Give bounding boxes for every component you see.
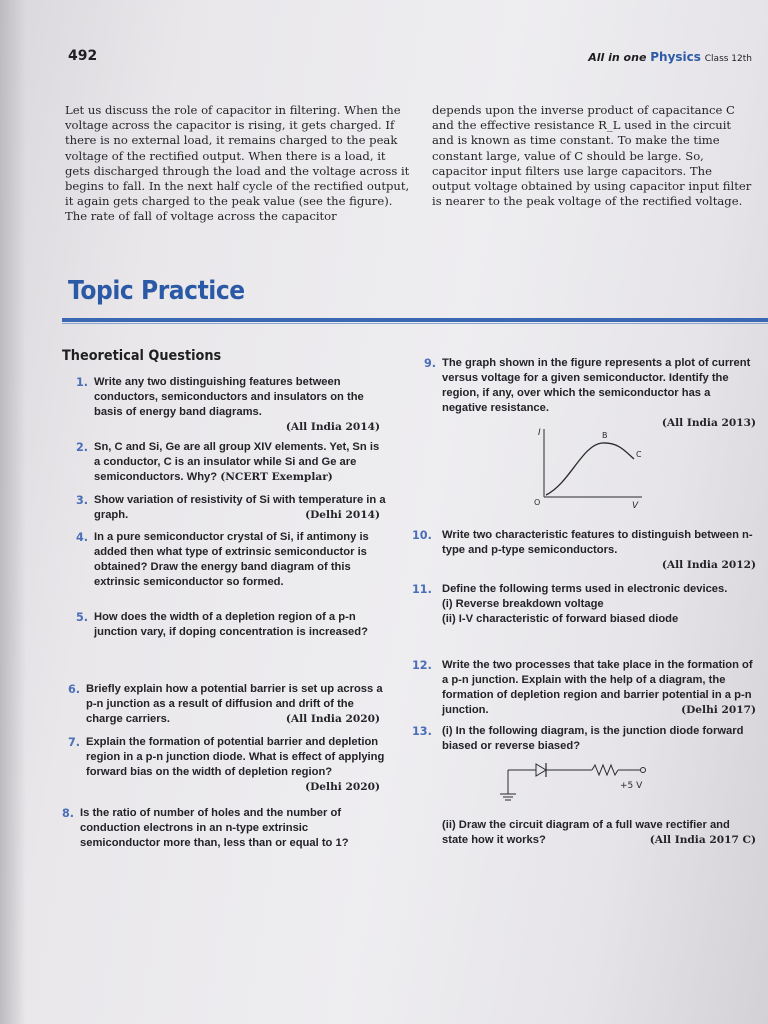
section-heading: Theoretical Questions [62, 348, 222, 364]
question-text: In a pure semiconductor crystal of Si, if antimony is added then what type of extrinsic semiconductor is obtained? Draw the energy band diagram of this extrinsic semiconductor so formed. [94, 531, 369, 588]
question-text: Sn, C and Si, Ge are all group XIV elements. Yet, Sn is a conductor, C is an insulator while Si and Ge are semiconductors. Why? [94, 441, 380, 483]
resistor-icon [592, 765, 618, 775]
question-source: (All India 2012) [661, 559, 756, 571]
question-8 [62, 806, 384, 851]
question-source: (NCERT Exemplar) [220, 471, 333, 483]
question-source: (All India 2013) [661, 417, 756, 429]
question-source: (Delhi 2017) [681, 704, 756, 716]
question-13 [412, 724, 756, 754]
diode-icon [536, 764, 546, 776]
supply-voltage-label: +5 V [620, 781, 643, 791]
question-text: Write two characteristic features to distinguish between n-type and p-type semiconductors. [442, 529, 753, 556]
intro-paragraph-left: Let us discuss the role of capacitor in filtering. When the voltage across the capacitor is rising, it gets charged. If there is no external load, it remains charged to the peak voltage of the rectified output. When there is a load, it gets discharged through the load and the voltage across it begins to fall. In the next half cycle of the rectified output, it again gets charged to the peak value (see the figure). The rate of fall of voltage across the capacitor [65, 103, 410, 224]
question-6 [68, 682, 386, 727]
question-10 [412, 528, 756, 573]
brand-subject: Physics [650, 50, 701, 64]
question-text: How does the width of a depletion region of a p-n junction vary, if doping concentration is increased? [94, 611, 368, 638]
question-number: 5. [76, 611, 89, 624]
topic-title: Topic Practice [68, 276, 245, 306]
question-1 [76, 375, 386, 435]
question-9 [424, 356, 756, 431]
question-text: (ii) Draw the circuit diagram of a full wave rectifier and state how it works? [442, 819, 730, 846]
question-text: Briefly explain how a potential barrier is set up across a p-n junction as a result of diffusion and drift of the charge carriers. [86, 683, 383, 725]
graph-point-c: C [636, 450, 642, 459]
iv-graph-figure [530, 425, 650, 510]
question-number: 3. [76, 494, 89, 507]
question-2 [76, 440, 386, 485]
question-subpart-i: (i) Reverse breakdown voltage [442, 598, 604, 610]
question-number: 6. [68, 683, 81, 696]
question-text: Explain the formation of potential barrier and depletion region in a p-n junction diode. What is effect of applying forward bias on the width of depletion region? [86, 736, 385, 778]
book-brand [588, 50, 752, 64]
question-subpart-ii: (ii) I-V characteristic of forward biased diode [442, 613, 679, 625]
question-11 [412, 582, 756, 627]
question-number: 8. [62, 807, 75, 820]
question-text: Is the ratio of number of holes and the number of conduction electrons in an n-type extrinsic semiconductor more than, less than or equal to 1? [80, 807, 349, 849]
question-text: (i) In the following diagram, is the junction diode forward biased or reverse biased? [442, 725, 744, 752]
topic-divider [62, 318, 768, 322]
question-source: (All India 2014) [285, 421, 380, 433]
question-source: (Delhi 2020) [305, 781, 380, 793]
diode-circuit-figure [496, 758, 666, 808]
question-number: 2. [76, 441, 89, 454]
question-text: Write the two processes that take place in the formation of a p-n junction. Explain with the help of a diagram, the formation of depletion region and barrier potential in a p-n junction. [442, 659, 753, 716]
question-number: 13. [412, 725, 432, 738]
question-source: (Delhi 2014) [305, 509, 380, 521]
question-13-part-ii [412, 818, 756, 848]
question-5 [76, 610, 386, 640]
question-12 [412, 658, 756, 718]
graph-origin-label: O [534, 498, 541, 507]
graph-x-label: V [632, 501, 639, 510]
question-text: Write any two distinguishing features between conductors, semiconductors and insulators on the basis of energy band diagrams. [94, 376, 364, 418]
question-number: 1. [76, 376, 89, 389]
question-source: (All India 2020) [285, 713, 380, 725]
intro-paragraph-right: depends upon the inverse product of capacitance C and the effective resistance R_L used in the circuit and is known as time constant. To make the time constant large, value of C should be large. So, capacitor input filters use large capacitors. The output voltage obtained by using capacitor input filter is nearer to the peak voltage of the rectified voltage. [432, 103, 752, 209]
question-4 [76, 530, 386, 590]
topic-divider-thin [62, 323, 768, 324]
question-number: 10. [412, 529, 432, 542]
graph-y-label: I [538, 428, 541, 438]
question-number: 12. [412, 659, 432, 672]
brand-class: Class 12th [704, 54, 752, 64]
question-number: 9. [424, 357, 437, 370]
terminal-icon [641, 768, 646, 773]
brand-book: All in one [588, 51, 647, 64]
question-number: 7. [68, 736, 81, 749]
question-3 [76, 493, 386, 523]
question-number: 11. [412, 583, 432, 596]
page-edge-shadow [0, 0, 26, 1024]
question-source: (All India 2017 C) [649, 834, 756, 846]
question-text: Define the following terms used in electronic devices. [442, 583, 728, 595]
question-number: 4. [76, 531, 89, 544]
question-text: The graph shown in the figure represents a plot of current versus voltage for a given semiconductor. Identify the region, if any, over which the semiconductor has a negative resistance. [442, 357, 751, 414]
page-number: 492 [68, 48, 98, 64]
iv-curve [546, 443, 634, 495]
question-7 [68, 735, 386, 795]
question-text: Show variation of resistivity of Si with temperature in a graph. [94, 494, 386, 521]
graph-point-b: B [602, 431, 608, 440]
